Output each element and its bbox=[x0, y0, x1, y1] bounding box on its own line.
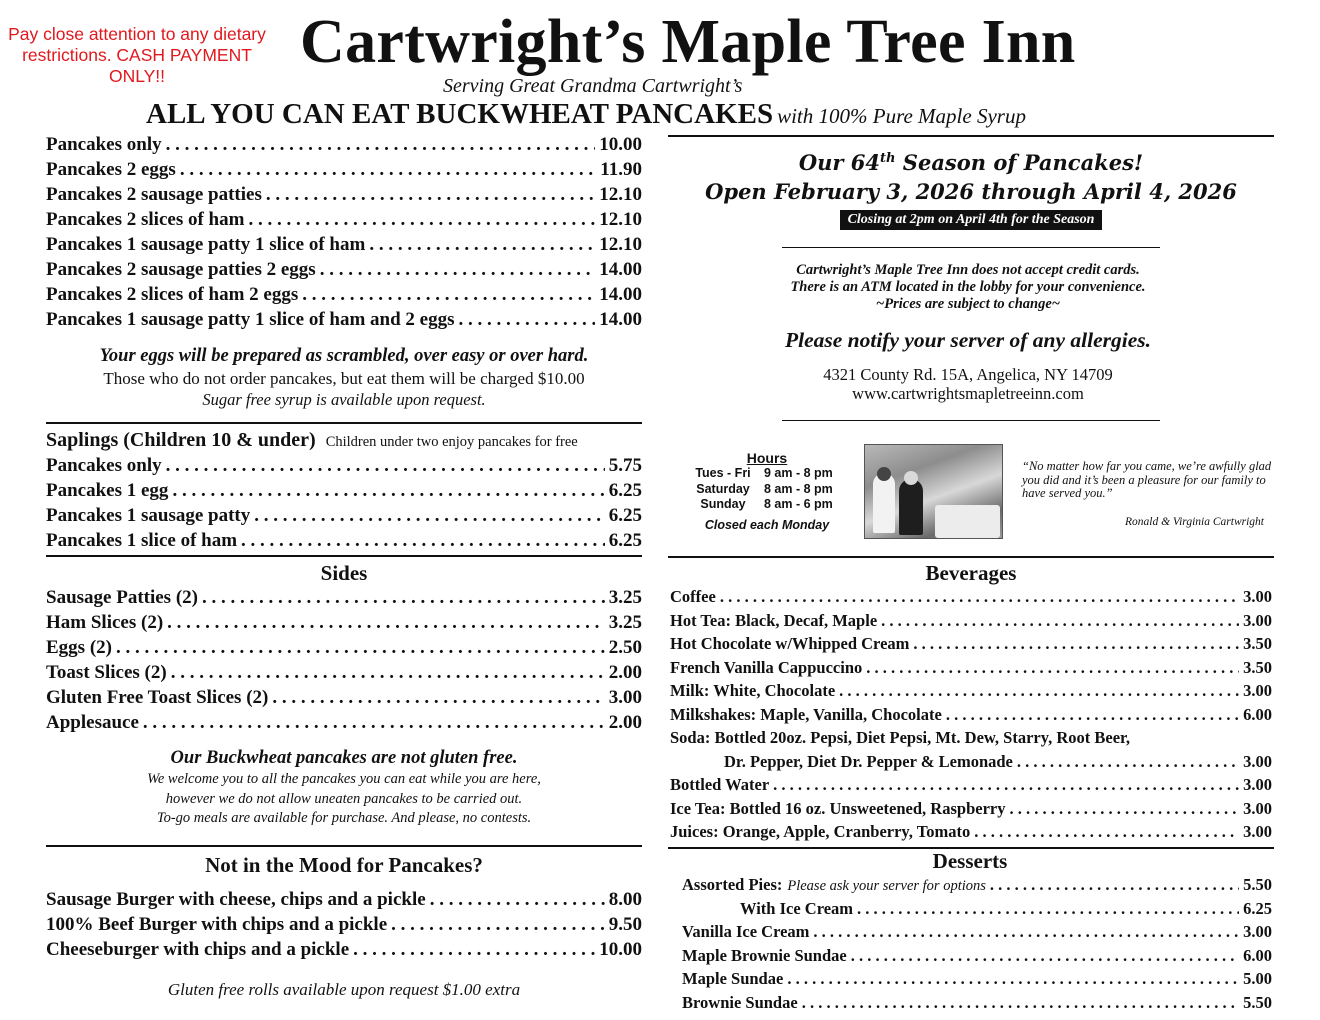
headline-suffix: with 100% Pure Maple Syrup bbox=[777, 104, 1026, 128]
season-pre: Our 64 bbox=[798, 150, 881, 175]
menu-item bbox=[46, 284, 642, 309]
menu-item bbox=[46, 637, 642, 662]
sides-section bbox=[46, 561, 642, 737]
item-label: Sausage Burger with cheese, chips and a pickle bbox=[46, 889, 426, 910]
item-label: Pancakes 2 slices of ham 2 eggs bbox=[46, 284, 299, 305]
leader-dots bbox=[167, 612, 605, 634]
non-pancake-heading: Not in the Mood for Pancakes? bbox=[205, 853, 483, 877]
leader-dots bbox=[369, 234, 595, 256]
item-label: Pancakes 1 sausage patty 1 slice of ham and 2 eggs bbox=[46, 309, 455, 330]
menu-item bbox=[670, 587, 1272, 611]
item-label: Ham Slices (2) bbox=[46, 612, 164, 633]
item-label: Hot Tea: Black, Decaf, Maple bbox=[670, 610, 878, 630]
leader-dots bbox=[813, 922, 1239, 942]
item-price: 3.00 bbox=[1243, 798, 1272, 818]
leader-dots bbox=[990, 875, 1239, 895]
leader-dots bbox=[913, 634, 1239, 654]
closing-badge: Closing at 2pm on April 4th for the Season bbox=[840, 210, 1103, 230]
leader-dots bbox=[866, 658, 1239, 678]
hours-row bbox=[682, 466, 852, 482]
menu-item bbox=[46, 209, 642, 234]
subtitle: Serving Great Grandma Cartwright’s bbox=[443, 75, 743, 97]
item-price: 3.00 bbox=[1243, 610, 1272, 630]
gluten-rolls-note: Gluten free rolls available upon request $1.00 extra bbox=[167, 980, 521, 999]
charge-note: Those who do not order pancakes, but eat them will be charged $10.00 bbox=[103, 369, 585, 388]
item-price: 3.00 bbox=[1243, 751, 1272, 771]
hours-day: Sunday bbox=[700, 497, 746, 511]
menu-item bbox=[682, 899, 1272, 923]
menu-item bbox=[46, 712, 642, 737]
menu-item bbox=[670, 799, 1272, 823]
item-label: Hot Chocolate w/Whipped Cream bbox=[670, 634, 910, 653]
item-price: 12.10 bbox=[599, 234, 642, 255]
menu-item bbox=[46, 134, 642, 159]
menu-item bbox=[46, 889, 642, 914]
item-price: 3.25 bbox=[608, 587, 642, 608]
season-line bbox=[668, 144, 1274, 177]
leader-dots bbox=[839, 681, 1239, 701]
item-price: 6.25 bbox=[608, 505, 642, 526]
beverages-section bbox=[670, 561, 1272, 846]
item-label: Toast Slices (2) bbox=[46, 662, 167, 683]
menu-item bbox=[46, 309, 642, 334]
item-label: Milkshakes: Maple, Vanilla, Chocolate bbox=[670, 704, 942, 724]
desserts-section bbox=[682, 849, 1272, 1016]
item-label: Pancakes 2 sausage patties bbox=[46, 184, 262, 205]
hours-day: Saturday bbox=[696, 481, 750, 496]
menu-item bbox=[46, 505, 642, 530]
item-price: 6.00 bbox=[1243, 704, 1272, 724]
item-price: 3.00 bbox=[1243, 587, 1272, 606]
leader-dots bbox=[1009, 799, 1239, 819]
item-label: Ice Tea: Bottled 16 oz. Unsweetened, Raspberry bbox=[670, 798, 1006, 818]
leader-dots bbox=[241, 530, 605, 552]
item-price: 6.25 bbox=[608, 480, 642, 501]
leader-dots bbox=[851, 946, 1239, 966]
divider bbox=[782, 420, 1160, 421]
item-label: Pancakes 2 eggs bbox=[46, 159, 176, 180]
leader-dots bbox=[773, 775, 1239, 795]
menu-item bbox=[46, 687, 642, 712]
menu-item bbox=[682, 875, 1272, 899]
menu-item bbox=[670, 705, 1272, 729]
leader-dots bbox=[320, 259, 596, 281]
payment-info bbox=[668, 262, 1268, 403]
menu-item bbox=[46, 530, 642, 555]
leader-dots bbox=[802, 993, 1239, 1013]
leader-dots bbox=[166, 455, 605, 477]
item-price: 3.00 bbox=[1243, 681, 1272, 700]
item-label: Pancakes only bbox=[46, 455, 162, 476]
item-label: Eggs (2) bbox=[46, 637, 112, 658]
leader-dots bbox=[857, 899, 1239, 919]
item-price: 10.00 bbox=[599, 134, 642, 155]
leader-dots bbox=[1017, 752, 1239, 772]
item-price: 3.25 bbox=[608, 612, 642, 633]
desserts-heading: Desserts bbox=[932, 849, 1008, 873]
menu-item bbox=[46, 939, 642, 964]
item-price: 2.00 bbox=[608, 712, 642, 733]
sugar-free-note: Sugar free syrup is available upon request. bbox=[202, 390, 486, 409]
item-label: Vanilla Ice Cream bbox=[682, 922, 810, 941]
menu-item bbox=[682, 993, 1272, 1017]
sides-heading: Sides bbox=[320, 561, 368, 585]
menu-item bbox=[670, 658, 1272, 682]
soda-line bbox=[670, 728, 1272, 752]
hours-row bbox=[682, 482, 852, 498]
item-label: Sausage Patties (2) bbox=[46, 587, 198, 608]
item-price: 3.50 bbox=[1243, 634, 1272, 653]
item-label: Soda: Bottled 20oz. Pepsi, Diet Pepsi, Mt. Dew, Starry, Root Beer, bbox=[670, 728, 1130, 747]
menu-item bbox=[670, 752, 1272, 776]
item-label: Dr. Pepper, Diet Dr. Pepper & Lemonade bbox=[724, 751, 1013, 771]
item-price: 2.50 bbox=[608, 637, 642, 658]
item-price: 12.10 bbox=[599, 209, 642, 230]
saplings-section bbox=[46, 429, 642, 555]
leader-dots bbox=[430, 889, 605, 911]
item-price: 6.25 bbox=[1243, 898, 1272, 918]
item-price: 5.75 bbox=[608, 455, 642, 476]
pancakes-list bbox=[46, 134, 642, 334]
headline-main: ALL YOU CAN EAT BUCKWHEAT PANCAKES bbox=[146, 98, 774, 130]
item-label: Pancakes 2 slices of ham bbox=[46, 209, 245, 230]
restaurant-title: Cartwright’s Maple Tree Inn bbox=[300, 8, 1076, 76]
item-price: 14.00 bbox=[599, 309, 642, 330]
item-price: 5.00 bbox=[1243, 969, 1272, 988]
non-pancake-section bbox=[46, 853, 642, 964]
menu-item bbox=[682, 969, 1272, 993]
item-price: 3.50 bbox=[1243, 657, 1272, 677]
menu-item bbox=[670, 775, 1272, 799]
leader-dots bbox=[787, 969, 1239, 989]
item-price: 9.50 bbox=[608, 914, 642, 935]
item-price: 6.25 bbox=[608, 530, 642, 551]
item-label: Bottled Water bbox=[670, 775, 770, 794]
owners-quote: “No matter how far you came, we’re awfully glad you did and it’s been a pleasure for our family to have served you.” bbox=[1022, 459, 1272, 500]
item-label: French Vanilla Cappuccino bbox=[670, 657, 863, 677]
hours-time: 8 am - 8 pm bbox=[764, 481, 833, 496]
hours-time: 8 am - 6 pm bbox=[764, 497, 833, 511]
eggs-note: Your eggs will be prepared as scrambled, over easy or over hard. bbox=[99, 346, 589, 366]
item-price: 8.00 bbox=[608, 889, 642, 910]
divider bbox=[46, 845, 642, 847]
leader-dots bbox=[166, 134, 596, 156]
saplings-header bbox=[46, 429, 642, 455]
pancake-notes bbox=[46, 344, 642, 410]
menu-item bbox=[46, 184, 642, 209]
menu-item bbox=[670, 822, 1272, 846]
saplings-note: Children under two enjoy pancakes for free bbox=[325, 434, 578, 450]
leader-dots bbox=[353, 939, 595, 961]
gluten-note: Our Buckwheat pancakes are not gluten free. bbox=[170, 748, 518, 768]
headline bbox=[146, 98, 1026, 131]
leader-dots bbox=[171, 662, 605, 684]
item-label: Gluten Free Toast Slices (2) bbox=[46, 687, 269, 708]
quote-block bbox=[1022, 460, 1274, 528]
item-label: Cheeseburger with chips and a pickle bbox=[46, 939, 350, 960]
leader-dots bbox=[391, 914, 605, 936]
leader-dots bbox=[248, 209, 595, 231]
address: 4321 County Rd. 15A, Angelica, NY 14709 bbox=[823, 365, 1113, 384]
leader-dots bbox=[720, 587, 1239, 607]
season-info bbox=[668, 144, 1274, 230]
leader-dots bbox=[946, 705, 1239, 725]
item-label: Pancakes only bbox=[46, 134, 162, 155]
menu-item bbox=[46, 480, 642, 505]
item-label: Maple Sundae bbox=[682, 969, 784, 988]
item-label: Pancakes 1 slice of ham bbox=[46, 530, 238, 551]
menu-item bbox=[46, 159, 642, 184]
item-label: Pancakes 1 sausage patty 1 slice of ham bbox=[46, 234, 366, 255]
item-label: Coffee bbox=[670, 587, 716, 606]
menu-item bbox=[46, 612, 642, 637]
hours-day: Tues - Fri bbox=[695, 466, 751, 480]
policy-line: We welcome you to all the pancakes you can eat while you are here, bbox=[147, 771, 541, 787]
season-post: Season of Pancakes! bbox=[895, 150, 1144, 175]
item-price: 14.00 bbox=[599, 284, 642, 305]
info-line: ~Prices are subject to change~ bbox=[875, 296, 1061, 312]
item-price: 14.00 bbox=[599, 259, 642, 280]
item-note: Please ask your server for options bbox=[787, 878, 986, 894]
policy-line: To-go meals are available for purchase. And please, no contests. bbox=[156, 810, 532, 826]
website: www.cartwrightsmapletreeinn.com bbox=[852, 384, 1084, 403]
divider bbox=[46, 422, 642, 424]
leader-dots bbox=[254, 505, 604, 527]
item-label: Pancakes 1 sausage patty bbox=[46, 505, 251, 526]
menu-item bbox=[682, 922, 1272, 946]
menu-item bbox=[46, 914, 642, 939]
item-price: 3.00 bbox=[1243, 822, 1272, 841]
leader-dots bbox=[116, 637, 605, 659]
open-dates: Open February 3, 2026 through April 4, 2026 bbox=[705, 179, 1237, 204]
hours-time: 9 am - 8 pm bbox=[764, 466, 833, 480]
item-label: Pancakes 2 sausage patties 2 eggs bbox=[46, 259, 316, 280]
item-label: With Ice Cream bbox=[740, 898, 854, 918]
item-price: 6.00 bbox=[1243, 945, 1272, 965]
item-price: 3.00 bbox=[608, 687, 642, 708]
menu-item bbox=[46, 587, 642, 612]
quote-author: Ronald & Virginia Cartwright bbox=[1125, 515, 1264, 528]
leader-dots bbox=[272, 687, 604, 709]
hours-heading: Hours bbox=[746, 450, 788, 466]
item-price: 11.90 bbox=[600, 159, 642, 180]
leader-dots bbox=[459, 309, 596, 331]
info-line: There is an ATM located in the lobby for your convenience. bbox=[790, 279, 1146, 295]
beverages-heading: Beverages bbox=[925, 561, 1017, 585]
menu-item bbox=[682, 946, 1272, 970]
item-price: 5.50 bbox=[1243, 992, 1272, 1012]
allergy-note: Please notify your server of any allergies. bbox=[784, 328, 1152, 352]
owners-photo bbox=[864, 444, 1003, 539]
leader-dots bbox=[202, 587, 605, 609]
leader-dots bbox=[172, 480, 604, 502]
leader-dots bbox=[180, 159, 596, 181]
item-price: 12.10 bbox=[599, 184, 642, 205]
divider bbox=[668, 135, 1274, 137]
item-label: 100% Beef Burger with chips and a pickle bbox=[46, 914, 388, 935]
leader-dots bbox=[881, 611, 1239, 631]
item-price: 2.00 bbox=[608, 662, 642, 683]
item-price: 10.00 bbox=[599, 939, 642, 960]
season-sup: th bbox=[880, 151, 896, 166]
item-label: Milk: White, Chocolate bbox=[670, 681, 836, 700]
menu-item bbox=[670, 634, 1272, 658]
menu-item bbox=[46, 259, 642, 284]
closed-monday: Closed each Monday bbox=[704, 517, 830, 532]
item-label: Pancakes 1 egg bbox=[46, 480, 169, 501]
divider bbox=[782, 247, 1160, 248]
info-line: Cartwright’s Maple Tree Inn does not accept credit cards. bbox=[796, 262, 1140, 278]
leader-dots bbox=[266, 184, 595, 206]
leader-dots bbox=[143, 712, 605, 734]
leader-dots bbox=[302, 284, 595, 306]
menu-item bbox=[46, 234, 642, 259]
hours-block bbox=[682, 450, 852, 533]
menu-item bbox=[670, 611, 1272, 635]
menu-item bbox=[46, 662, 642, 687]
saplings-heading: Saplings (Children 10 & under) bbox=[46, 429, 316, 451]
item-label: Assorted Pies: bbox=[682, 875, 783, 894]
menu-item bbox=[670, 681, 1272, 705]
item-label: Maple Brownie Sundae bbox=[682, 945, 847, 965]
item-price: 3.00 bbox=[1243, 775, 1272, 794]
divider bbox=[46, 555, 642, 557]
item-label: Brownie Sundae bbox=[682, 992, 798, 1012]
hours-row bbox=[682, 497, 852, 513]
item-price: 5.50 bbox=[1243, 875, 1272, 894]
item-label: Juices: Orange, Apple, Cranberry, Tomato bbox=[670, 822, 971, 841]
item-label: Applesauce bbox=[46, 712, 139, 733]
menu-item bbox=[46, 455, 642, 480]
leader-dots bbox=[974, 822, 1239, 842]
sides-notes bbox=[46, 746, 642, 829]
divider bbox=[668, 556, 1274, 558]
policy-line: however we do not allow uneaten pancakes to be carried out. bbox=[165, 790, 523, 807]
payment-note: Pay close attention to any dietary restrictions. CASH PAYMENT ONLY!! bbox=[8, 24, 266, 86]
item-price: 3.00 bbox=[1243, 922, 1272, 941]
